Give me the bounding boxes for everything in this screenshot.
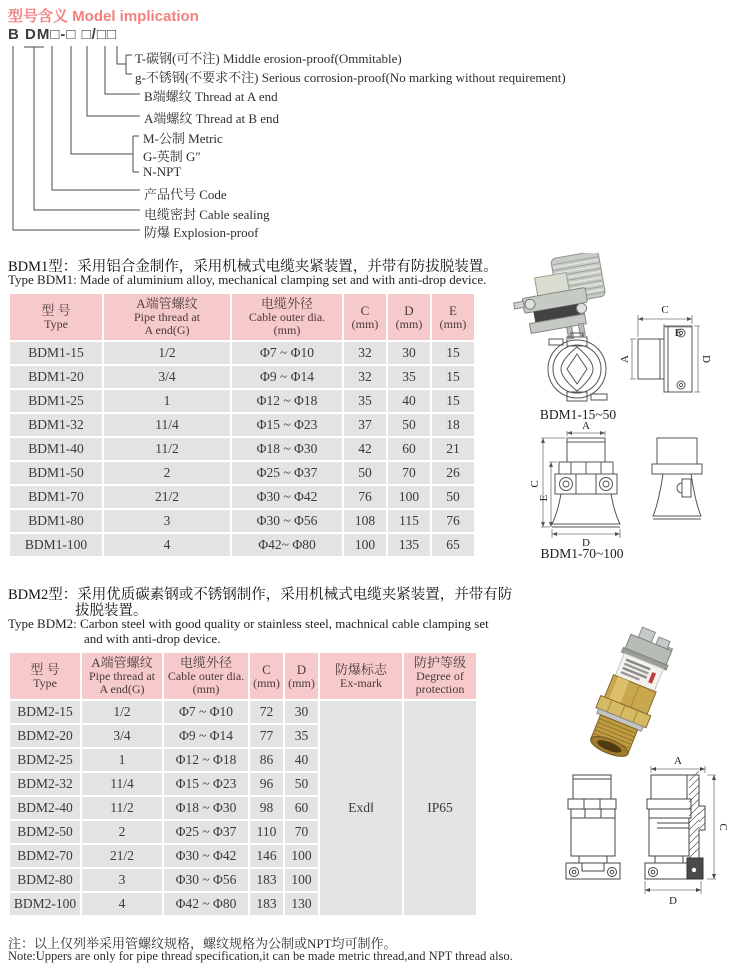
cell-type: BDM1-20 <box>10 366 102 388</box>
cell-c: 32 <box>344 342 386 364</box>
cell-dia: Φ12 ~ Φ18 <box>232 390 342 412</box>
cell-thread: 11/4 <box>104 414 230 436</box>
cell-type: BDM1-50 <box>10 462 102 484</box>
cell-thread: 11/2 <box>104 438 230 460</box>
cell-type: BDM1-70 <box>10 486 102 508</box>
cell-c: 86 <box>250 749 283 771</box>
table-row <box>10 366 474 388</box>
cell-type: BDM2-50 <box>10 821 80 843</box>
bdm2-col-thread: A端管螺纹 Pipe thread at A end(G) <box>82 653 162 699</box>
bdm1-col-thread: A端管螺纹 Pipe thread at A end(G) <box>104 294 230 340</box>
tree-label-t-carbon: T-碳钢(可不注) Middle erosion-proof(Ommitable) <box>135 51 402 66</box>
tree-label-explosion: 防爆 Explosion-proof <box>144 225 259 240</box>
cell-c: 77 <box>250 725 283 747</box>
bdm1-col-e: E (mm) <box>432 294 474 340</box>
table-row <box>10 701 476 723</box>
cell-dia: Φ30 ~ Φ42 <box>232 486 342 508</box>
bdm2-heading-cn-line2: 拔脱装置。 <box>75 603 148 619</box>
cell-thread: 1/2 <box>82 701 162 723</box>
cell-c: 42 <box>344 438 386 460</box>
bdm1-small-caption: BDM1-15~50 <box>539 407 617 422</box>
cell-thread: 21/2 <box>82 845 162 867</box>
cell-c: 183 <box>250 869 283 891</box>
cell-d: 70 <box>388 462 430 484</box>
cell-dia: Φ30 ~ Φ56 <box>232 510 342 532</box>
cell-thread: 3 <box>82 869 162 891</box>
cell-c: 183 <box>250 893 283 915</box>
cell-c: 110 <box>250 821 283 843</box>
cell-d: 100 <box>388 486 430 508</box>
bdm2-figures <box>505 618 730 918</box>
cell-dia: Φ25 ~ Φ37 <box>164 821 248 843</box>
cell-d: 35 <box>388 366 430 388</box>
cell-thread: 3/4 <box>104 366 230 388</box>
cell-c: 72 <box>250 701 283 723</box>
footnote-cn: 注：以上仅列举采用管螺纹规格，螺纹规格为公制或NPT均可制作。 <box>8 936 397 951</box>
bdm1-side-drawing <box>630 315 700 392</box>
cell-d: 100 <box>285 869 318 891</box>
cell-thread: 1/2 <box>104 342 230 364</box>
tree-label-b-thread: B端螺纹 Thread at A end <box>144 89 278 104</box>
cell-e: 26 <box>432 462 474 484</box>
bdm2-col-protection: 防护等级 Degree of protection <box>404 653 476 699</box>
cell-type: BDM1-40 <box>10 438 102 460</box>
tree-label-a-thread: A端螺纹 Thread at B end <box>144 111 280 126</box>
bdm2-col-exmark: 防爆标志 Ex-mark <box>320 653 402 699</box>
cell-type: BDM2-100 <box>10 893 80 915</box>
bdm1-figures <box>505 253 730 560</box>
cell-dia: Φ9 ~ Φ14 <box>164 725 248 747</box>
cell-dia: Φ12 ~ Φ18 <box>164 749 248 771</box>
cell-dia: Φ7 ~ Φ10 <box>164 701 248 723</box>
tree-label-product-code: 产品代号 Code <box>144 187 227 202</box>
bdm2-col-c: C (mm) <box>250 653 283 699</box>
model-code: B DM□-□ □/□□ <box>8 26 117 43</box>
cell-type: BDM2-15 <box>10 701 80 723</box>
bdm2-section-drawing <box>645 766 716 894</box>
bdm1-col-type: 型 号 Type <box>10 294 102 340</box>
cell-dia: Φ42~ Φ80 <box>232 534 342 556</box>
cell-thread: 3 <box>104 510 230 532</box>
cell-type: BDM1-25 <box>10 390 102 412</box>
table-row <box>10 486 474 508</box>
tree-label-metric: M-公制 Metric <box>143 131 223 146</box>
cell-dia: Φ30 ~ Φ56 <box>164 869 248 891</box>
cell-d: 60 <box>285 797 318 819</box>
cell-thread: 4 <box>82 893 162 915</box>
cell-d: 100 <box>285 845 318 867</box>
cell-thread: 2 <box>82 821 162 843</box>
cell-c: 96 <box>250 773 283 795</box>
cell-thread: 4 <box>104 534 230 556</box>
bdm1-col-d: D (mm) <box>388 294 430 340</box>
cell-type: BDM2-40 <box>10 797 80 819</box>
bdm2-col-type: 型 号 Type <box>10 653 80 699</box>
cell-type: BDM1-80 <box>10 510 102 532</box>
bdm1-heading-en: Type BDM1: Made of aluminium alloy, mechanical clamping set and with anti-drop device. <box>8 272 487 287</box>
cell-thread: 3/4 <box>82 725 162 747</box>
table-row <box>10 390 474 412</box>
cell-type: BDM1-100 <box>10 534 102 556</box>
cell-e: 18 <box>432 414 474 436</box>
bdm1-col-dia: 电缆外径 Cable outer dia. (mm) <box>232 294 342 340</box>
cell-c: 76 <box>344 486 386 508</box>
cell-type: BDM2-32 <box>10 773 80 795</box>
bdm2-heading-en-line1: Type BDM2: Carbon steel with good quality or stainless steel, machnical cable clamping set <box>8 616 489 631</box>
cell-d: 135 <box>388 534 430 556</box>
tree-label-g-stainless: g-不锈钢(不要求不注) Serious corrosion-proof(No marking without requirement) <box>135 70 566 85</box>
cell-e: 21 <box>432 438 474 460</box>
cell-e: 15 <box>432 342 474 364</box>
table-row <box>10 342 474 364</box>
bdm1-large-caption: BDM1-70~100 <box>540 546 624 560</box>
cell-type: BDM1-32 <box>10 414 102 436</box>
cell-d: 130 <box>285 893 318 915</box>
cell-dia: Φ18 ~ Φ30 <box>164 797 248 819</box>
cell-thread: 1 <box>82 749 162 771</box>
cell-dia: Φ42 ~ Φ80 <box>164 893 248 915</box>
cell-dia: Φ15 ~ Φ23 <box>232 414 342 436</box>
cell-c: 35 <box>344 390 386 412</box>
tree-label-cable-sealing: 电缆密封 Cable sealing <box>144 207 270 222</box>
cell-d: 50 <box>388 414 430 436</box>
cell-c: 98 <box>250 797 283 819</box>
cell-e: 50 <box>432 486 474 508</box>
dim-label-e: E <box>674 327 682 339</box>
cell-protection: IP65 <box>404 701 476 915</box>
cell-e: 15 <box>432 390 474 412</box>
cell-thread: 11/4 <box>82 773 162 795</box>
cell-type: BDM2-20 <box>10 725 80 747</box>
table-row <box>10 510 474 532</box>
dim-label-d: D <box>669 895 677 907</box>
footnote-en: Note:Uppers are only for pipe thread specification,it can be made metric thread,and NPT thread also. <box>8 949 513 963</box>
page-title: 型号含义 Model implication <box>8 8 199 25</box>
tree-label-g-inch: G-英制 G″ <box>143 149 201 164</box>
bdm2-heading-cn-line1: BDM2型：采用优质碳素钢或不锈钢制作，采用机械式电缆夹紧装置，并带有防 <box>8 587 513 603</box>
table-row <box>10 462 474 484</box>
bdm2-col-dia: 电缆外径 Cable outer dia. (mm) <box>164 653 248 699</box>
table-row <box>10 438 474 460</box>
bdm1-clamp-drawing <box>548 333 607 401</box>
bdm2-front-drawing <box>566 775 620 879</box>
cell-d: 40 <box>388 390 430 412</box>
dim-label-d: D <box>700 355 712 363</box>
bdm2-product-photo <box>582 622 681 763</box>
dim-label-e: E <box>538 494 550 502</box>
cell-thread: 2 <box>104 462 230 484</box>
cell-c: 50 <box>344 462 386 484</box>
cell-dia: Φ30 ~ Φ42 <box>164 845 248 867</box>
cell-type: BDM1-15 <box>10 342 102 364</box>
cell-dia: Φ15 ~ Φ23 <box>164 773 248 795</box>
cell-thread: 11/2 <box>82 797 162 819</box>
cell-e: 76 <box>432 510 474 532</box>
cell-d: 35 <box>285 725 318 747</box>
cell-d: 50 <box>285 773 318 795</box>
cell-type: BDM2-70 <box>10 845 80 867</box>
bdm1-header-row <box>10 294 474 340</box>
bdm2-col-d: D (mm) <box>285 653 318 699</box>
cell-d: 60 <box>388 438 430 460</box>
dim-label-a: A <box>582 420 590 432</box>
bdm2-table <box>8 651 478 917</box>
cell-c: 32 <box>344 366 386 388</box>
table-row <box>10 534 474 556</box>
cell-c: 100 <box>344 534 386 556</box>
cell-dia: Φ9 ~ Φ14 <box>232 366 342 388</box>
dim-label-a: A <box>674 755 682 767</box>
cell-c: 37 <box>344 414 386 436</box>
dim-label-c: C <box>529 480 541 488</box>
cell-d: 30 <box>285 701 318 723</box>
cell-d: 70 <box>285 821 318 843</box>
cell-d: 115 <box>388 510 430 532</box>
cell-e: 15 <box>432 366 474 388</box>
cell-dia: Φ18 ~ Φ30 <box>232 438 342 460</box>
dim-label-d: D <box>582 537 590 549</box>
table-row <box>10 414 474 436</box>
bdm2-header-row <box>10 653 476 699</box>
cell-type: BDM2-80 <box>10 869 80 891</box>
bdm1-table <box>8 292 476 558</box>
tree-label-npt: N-NPT <box>143 164 182 179</box>
cell-thread: 21/2 <box>104 486 230 508</box>
cell-type: BDM2-25 <box>10 749 80 771</box>
dim-label-c: C <box>661 304 669 316</box>
cell-thread: 1 <box>104 390 230 412</box>
cell-d: 40 <box>285 749 318 771</box>
model-implication-tree <box>0 46 600 241</box>
dim-label-a: A <box>619 355 631 363</box>
bdm1-col-c: C (mm) <box>344 294 386 340</box>
cell-c: 146 <box>250 845 283 867</box>
bdm1-product-photo <box>507 253 612 347</box>
cell-dia: Φ25 ~ Φ37 <box>232 462 342 484</box>
cell-exmark: Exd‖ <box>320 701 402 915</box>
bdm1-large-side-drawing <box>652 438 702 519</box>
bdm1-heading-cn: BDM1型：采用铝合金制作，采用机械式电缆夹紧装置，并带有防拔脱装置。 <box>8 259 498 275</box>
cell-c: 108 <box>344 510 386 532</box>
bdm2-heading-en-line2: and with anti-drop device. <box>84 631 221 646</box>
cell-d: 30 <box>388 342 430 364</box>
cell-e: 65 <box>432 534 474 556</box>
cell-dia: Φ7 ~ Φ10 <box>232 342 342 364</box>
dim-label-c: C <box>717 823 729 831</box>
bdm1-large-front-drawing <box>541 431 620 538</box>
